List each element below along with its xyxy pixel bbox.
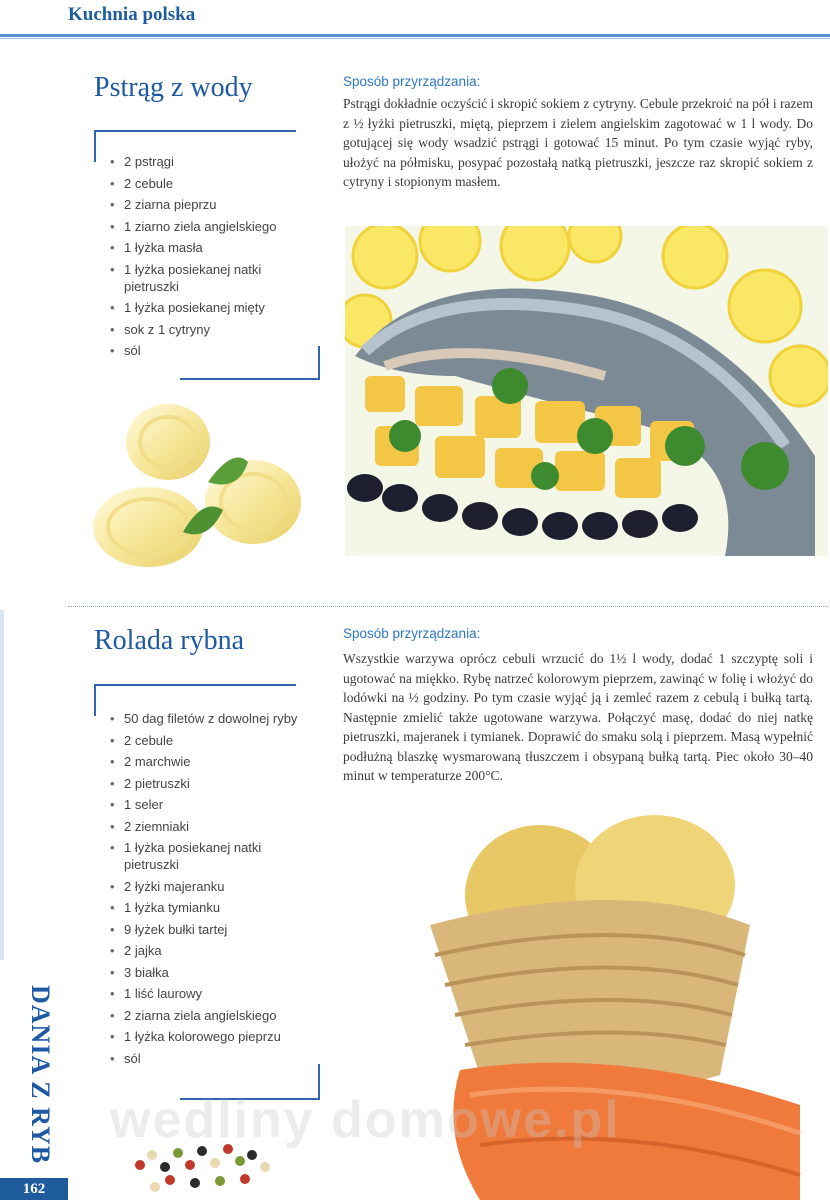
method-label: Sposób przyrządzania: xyxy=(343,74,481,89)
ingredient-item: • 1 łyżka posiekanej mięty xyxy=(110,299,300,316)
ingredient-item: • 3 białka xyxy=(110,964,300,981)
butter-curls-image xyxy=(88,392,308,582)
page-number: 162 xyxy=(0,1178,68,1200)
recipe-title: Pstrąg z wody xyxy=(94,72,253,103)
trout-dish-image xyxy=(345,226,828,556)
ingredient-item: • 2 pstrągi xyxy=(110,153,300,170)
header-rule-thin xyxy=(0,38,830,39)
section-tab: DANIA Z RYB xyxy=(26,985,55,1165)
ingredient-item: • 2 marchwie xyxy=(110,753,300,770)
ingredient-item: • 1 ziarno ziela angielskiego xyxy=(110,218,300,235)
ingredients-list xyxy=(110,710,300,1071)
recipe-title: Rolada rybna xyxy=(94,625,245,656)
ingredient-item: • 1 seler xyxy=(110,796,300,813)
ingredient-item: • sól xyxy=(110,1050,300,1067)
ingredient-item: • 1 łyżka tymianku xyxy=(110,899,300,916)
ingredient-item: • 2 pietruszki xyxy=(110,775,300,792)
ingredient-item: • 2 ziemniaki xyxy=(110,818,300,835)
ingredient-item: • 1 łyżka kolorowego pieprzu xyxy=(110,1028,300,1045)
ingredient-item: • 1 liść laurowy xyxy=(110,985,300,1002)
ingredient-item: • 2 ziarna pieprzu xyxy=(110,196,300,213)
ingredient-item: • 1 łyżka posiekanej natki pietruszki xyxy=(110,839,300,873)
ingredient-item: • 2 cebule xyxy=(110,732,300,749)
ingredient-item: • 2 cebule xyxy=(110,175,300,192)
ingredients-list xyxy=(110,153,300,364)
ingredient-item: • 1 łyżka masła xyxy=(110,239,300,256)
method-text: Pstrągi dokładnie oczyścić i skropić sokiem z cytryny. Cebule przekroić na pół i razem z ½ łyżki pietruszki, miętą, pieprzem i zielem angielskim zagotować w 1 l wody. Do gotującej się wody wsadzić pstrągi i gotować 15 minut. Po tym czasie wyjąć ryby, ułożyć na półmisku, posypać pozostałą natką pietruszki, jeszcze raz skropić sokiem z cytryny i stopionym masłem. xyxy=(343,96,813,189)
ingredient-item: • 2 łyżki majeranku xyxy=(110,878,300,895)
book-title: Kuchnia polska xyxy=(68,4,196,25)
ingredient-item: • 9 łyżek bułki tartej xyxy=(110,921,300,938)
ingredient-item: • 2 ziarna ziela angielskiego xyxy=(110,1007,300,1024)
watermark: wedliny domowe.pl xyxy=(110,1091,621,1149)
method-text: Wszystkie warzywa oprócz cebuli wrzucić do 1½ l wody, dodać 1 szczyptę soli i ugotować na miękko. Rybę natrzeć kolorowym pieprzem, zawinąć w folię i włożyć do lodówki na ½ godziny. Po tym czasie wyjąć ją i zemleć razem z cebulą i bułką tartą. Następnie zmielić także ugotowane warzywa. Połączyć masę, dodać do niej natkę pietruszki, majeranek i tymianek. Doprawić do smaku solą i pieprzem. Masą wypełnić podłużną blaszkę wysmarowaną tłuszczem i obsypaną bułką tartą. Piec około 30–40 minut w temperaturze 200°C. xyxy=(343,651,813,783)
page-edge-strip xyxy=(0,610,4,960)
header-rule xyxy=(0,34,830,37)
ingredient-item: • 1 łyżka posiekanej natki pietruszki xyxy=(110,261,300,295)
method-label: Sposób przyrządzania: xyxy=(343,626,481,641)
ingredient-item: • sól xyxy=(110,342,300,359)
recipe-separator xyxy=(68,606,828,607)
ingredient-item: • 2 jajka xyxy=(110,942,300,959)
ingredient-item: • sok z 1 cytryny xyxy=(110,321,300,338)
ingredient-item: • 50 dag filetów z dowolnej ryby xyxy=(110,710,300,727)
